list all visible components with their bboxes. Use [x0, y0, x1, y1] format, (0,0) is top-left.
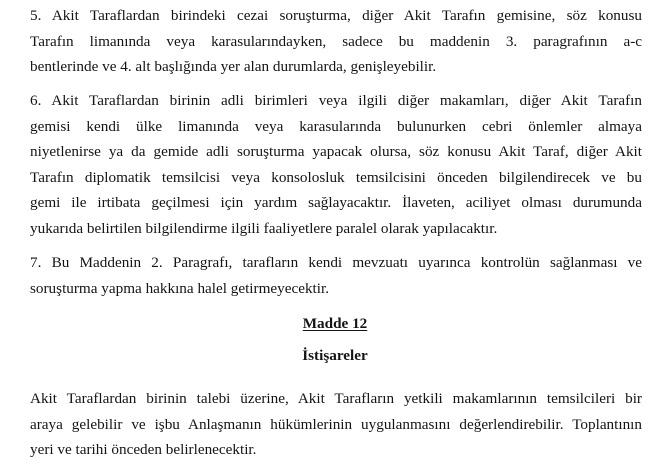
paragraph-line: yeri ve tarihi önceden belirlenecektir.: [30, 441, 257, 458]
paragraph-line: soruşturma yapma hakkına halel getirmeyecektir.: [30, 279, 330, 297]
paragraph-5: [30, 3, 642, 80]
paragraph-line: 5. Akit Taraflardan birindeki cezai soruşturma, diğer Akit Tarafın gemisine, söz konusu: [30, 7, 642, 24]
paragraph-line: gemi ile irtibata geçilmesi için yardım sağlayacaktır. İlaveten, aciliyet olması durumunda: [30, 194, 642, 211]
paragraph-7: [30, 250, 642, 301]
paragraph-line: bentlerinde ve 4. alt başlığında yer alan durumlarda, genişleyebilir.: [30, 58, 437, 75]
paragraph-line: Tarafın limanında veya karasularındayken, sadece bu maddenin 3. paragrafının a-c: [30, 32, 642, 50]
paragraph-line: yukarıda belirtilen bilgilendirme ilgili faaliyetlere paralel olarak yapılacaktır.: [30, 219, 498, 237]
paragraph-line: 6. Akit Taraflardan birinin adli birimleri veya ilgili diğer makamları, diğer Akit Tarafın: [30, 92, 642, 109]
paragraph-line: niyetlenirse ya da gemide adli soruşturma yapacak olursa, söz konusu Akit Taraf, diğer Akit: [30, 143, 642, 160]
paragraph-line: Tarafın diplomatik temsilcisi veya konsolosluk temsilcisini önceden bilgilendirecek ve bu: [30, 168, 642, 186]
paragraph-line: araya gelebilir ve işbu Anlaşmanın hükümlerinin uygulanmasını değerlendirebilir. Toplantının: [30, 415, 642, 433]
article-paragraph: [30, 386, 642, 463]
article-subtitle: İstişareler: [302, 347, 368, 364]
paragraph-line: 7. Bu Maddenin 2. Paragrafı, tarafların kendi mevzuatı uyarınca kontrolün sağlanması ve: [30, 254, 642, 271]
paragraph-line: Akit Taraflardan birinin talebi üzerine, Akit Tarafların yetkili makamlarının temsilcileri bir: [30, 390, 642, 407]
paragraph-6: [30, 88, 642, 241]
article-title: [0, 314, 670, 334]
article-title-text: Madde 12: [302, 315, 368, 332]
paragraph-line: gemisi kendi ülke limanında veya karasularında bulunurken cebri önlemler almaya: [30, 117, 642, 135]
